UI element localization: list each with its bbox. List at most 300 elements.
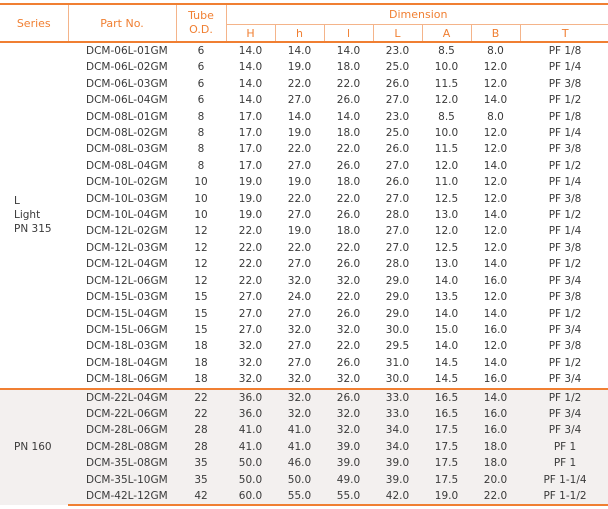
dim-B-cell: 12.0 (483, 291, 508, 304)
dim-L-cell: 27.0 (385, 192, 410, 205)
dim-h-cell: 32.0 (287, 323, 312, 336)
dim-B-cell: 14.0 (483, 356, 508, 369)
tube-od-cell: 15 (194, 291, 208, 304)
tube-od-cell: 10 (194, 209, 208, 222)
dim-B-cell: 12.0 (483, 143, 508, 156)
dim-l-cell: 22.0 (336, 77, 361, 90)
tube-od-cell: 28 (176, 422, 226, 438)
dim-T-cell: PF 1/2 (548, 356, 582, 369)
part-no-cell: DCM-35L-10GM (68, 472, 176, 488)
dim-L-cell: 23.0 (385, 110, 410, 123)
dim-A-cell: 14.0 (434, 307, 459, 320)
part-no-cell: DCM-18L-03GM (86, 340, 168, 353)
dim-h-cell: 50.0 (275, 472, 324, 488)
dim-T-cell: PF 3/4 (548, 274, 582, 287)
dim-B-cell: 12.0 (483, 340, 508, 353)
dim-A-cell: 17.5 (422, 439, 471, 455)
dim-L-cell: 33.0 (373, 389, 422, 406)
series-label (0, 389, 68, 506)
dim-H-cell: 19.0 (238, 176, 263, 189)
tube-od-cell: 28 (176, 439, 226, 455)
dim-L-cell: 27.0 (385, 241, 410, 254)
tube-od-cell: 42 (176, 488, 226, 505)
dim-B-cell: 22.0 (471, 488, 520, 505)
dim-A-cell: 13.5 (434, 291, 459, 304)
dim-B-cell: 12.0 (483, 176, 508, 189)
table-row (0, 191, 608, 207)
dim-B-cell: 8.0 (487, 45, 504, 57)
dim-B-cell: 16.0 (471, 422, 520, 438)
tube-od-cell: 8 (197, 143, 205, 156)
table-row (0, 256, 608, 272)
dim-A-cell: 16.5 (422, 406, 471, 422)
dim-T-cell: PF 1 (520, 439, 608, 455)
dim-A-cell: 14.5 (434, 373, 459, 386)
tube-od-cell: 12 (194, 258, 208, 271)
dim-B-cell: 16.0 (483, 323, 508, 336)
dim-T-cell: PF 1/4 (548, 127, 582, 140)
dim-L-cell: 25.0 (385, 61, 410, 74)
series-label-line: Light (14, 209, 41, 222)
dim-h-cell: 32.0 (275, 389, 324, 406)
dimension-header: Dimension (226, 4, 608, 25)
tube-od-cell: 10 (194, 192, 208, 205)
table-row (0, 76, 608, 92)
dim-A-cell: 11.5 (434, 77, 459, 90)
dim-header-L: L (373, 25, 422, 43)
dim-h-cell: 27.0 (287, 307, 312, 320)
dim-B-cell: 18.0 (471, 439, 520, 455)
dim-T-cell: PF 1/8 (548, 45, 582, 57)
dim-L-cell: 23.0 (385, 45, 410, 57)
part-no-header: Part No. (68, 4, 176, 42)
dim-h-cell: 19.0 (287, 61, 312, 74)
dim-L-cell: 34.0 (373, 422, 422, 438)
table-row (0, 174, 608, 190)
dim-H-cell: 14.0 (238, 45, 263, 57)
part-no-cell: DCM-10L-03GM (86, 192, 168, 205)
dim-h-cell: 22.0 (287, 77, 312, 90)
dim-header-l: l (324, 25, 373, 43)
dim-H-cell: 17.0 (238, 143, 263, 156)
dim-A-cell: 17.5 (422, 422, 471, 438)
dim-header-A: A (422, 25, 471, 43)
dim-l-cell: 18.0 (336, 176, 361, 189)
dim-h-cell: 32.0 (275, 406, 324, 422)
dim-T-cell: PF 3/8 (548, 241, 582, 254)
dim-L-cell: 39.0 (373, 472, 422, 488)
dim-A-cell: 12.0 (434, 159, 459, 172)
table-row (0, 371, 608, 388)
dim-B-cell: 14.0 (483, 209, 508, 222)
tube-od-cell: 6 (197, 61, 205, 74)
dim-A-cell: 19.0 (422, 488, 471, 505)
fitting-spec-table (0, 3, 608, 506)
part-no-cell: DCM-18L-04GM (86, 356, 168, 369)
dim-H-cell: 19.0 (238, 192, 263, 205)
dim-h-cell: 22.0 (287, 241, 312, 254)
dim-H-cell: 14.0 (238, 61, 263, 74)
part-no-cell: DCM-35L-08GM (68, 455, 176, 471)
dim-L-cell: 27.0 (385, 225, 410, 238)
dim-A-cell: 8.5 (438, 110, 455, 123)
table-row (0, 455, 608, 471)
dim-B-cell: 12.0 (483, 192, 508, 205)
dim-l-cell: 22.0 (336, 291, 361, 304)
dim-T-cell: PF 1-1/2 (520, 488, 608, 505)
dim-A-cell: 8.5 (438, 45, 455, 57)
part-no-cell: DCM-06L-04GM (86, 94, 168, 107)
dim-H-cell: 50.0 (226, 472, 275, 488)
dim-L-cell: 26.0 (385, 176, 410, 189)
part-no-cell: DCM-28L-06GM (68, 422, 176, 438)
tube-od-cell: 18 (194, 340, 208, 353)
part-no-cell: DCM-15L-03GM (86, 291, 168, 304)
dim-L-cell: 26.0 (385, 77, 410, 90)
part-no-cell: DCM-10L-02GM (86, 176, 168, 189)
dim-H-cell: 22.0 (238, 225, 263, 238)
dim-T-cell: PF 1-1/4 (520, 472, 608, 488)
dim-A-cell: 10.0 (434, 61, 459, 74)
dim-l-cell: 22.0 (336, 340, 361, 353)
dim-H-cell: 36.0 (226, 389, 275, 406)
table-row (0, 439, 608, 455)
tube-od-cell: 12 (194, 274, 208, 287)
tube-od-cell: 6 (197, 94, 205, 107)
dim-h-cell: 24.0 (287, 291, 312, 304)
dim-B-cell: 14.0 (483, 307, 508, 320)
dim-h-cell: 19.0 (287, 225, 312, 238)
dim-H-cell: 36.0 (226, 406, 275, 422)
dim-H-cell: 22.0 (238, 258, 263, 271)
dim-H-cell: 27.0 (238, 291, 263, 304)
dim-l-cell: 26.0 (336, 356, 361, 369)
dim-h-cell: 27.0 (287, 159, 312, 172)
part-no-cell: DCM-42L-12GM (68, 488, 176, 505)
dim-h-cell: 19.0 (287, 127, 312, 140)
part-no-cell: DCM-15L-04GM (86, 307, 168, 320)
part-no-cell: DCM-08L-03GM (86, 143, 168, 156)
dim-L-cell: 33.0 (373, 406, 422, 422)
dim-T-cell: PF 1/4 (548, 225, 582, 238)
part-no-cell: DCM-06L-03GM (86, 77, 168, 90)
part-no-cell: DCM-10L-04GM (86, 209, 168, 222)
dim-B-cell: 14.0 (471, 389, 520, 406)
part-no-cell: DCM-08L-04GM (86, 159, 168, 172)
dim-B-cell: 12.0 (483, 127, 508, 140)
dim-L-cell: 25.0 (385, 127, 410, 140)
part-no-cell: DCM-28L-08GM (68, 439, 176, 455)
tube-od-line1: Tube (188, 9, 214, 22)
dim-A-cell: 15.0 (434, 323, 459, 336)
dim-A-cell: 12.5 (434, 192, 459, 205)
dim-A-cell: 14.0 (434, 274, 459, 287)
dim-h-cell: 22.0 (287, 143, 312, 156)
dim-H-cell: 50.0 (226, 455, 275, 471)
part-no-cell: DCM-12L-03GM (86, 241, 168, 254)
part-no-cell: DCM-06L-01GM (86, 45, 168, 57)
dim-H-cell: 27.0 (238, 307, 263, 320)
dim-h-cell: 27.0 (287, 209, 312, 222)
dim-l-cell: 26.0 (336, 307, 361, 320)
dim-H-cell: 17.0 (238, 110, 263, 123)
dim-H-cell: 17.0 (238, 127, 263, 140)
tube-od-line2: O.D. (189, 23, 213, 36)
table-row (0, 289, 608, 305)
series-header: Series (0, 4, 68, 42)
dim-T-cell: PF 1/8 (548, 110, 582, 123)
dim-l-cell: 32.0 (336, 323, 361, 336)
table-row (0, 488, 608, 505)
dim-l-cell: 26.0 (336, 258, 361, 271)
table-row (0, 355, 608, 371)
dim-l-cell: 49.0 (324, 472, 373, 488)
dim-L-cell: 34.0 (373, 439, 422, 455)
dim-A-cell: 11.0 (434, 176, 459, 189)
dim-B-cell: 12.0 (483, 241, 508, 254)
dim-header-H: H (226, 25, 275, 43)
dim-L-cell: 30.0 (385, 323, 410, 336)
dim-h-cell: 14.0 (287, 45, 312, 57)
tube-od-cell: 15 (194, 307, 208, 320)
dim-L-cell: 26.0 (385, 143, 410, 156)
dim-T-cell: PF 1/4 (548, 176, 582, 189)
table-row (0, 141, 608, 157)
dim-h-cell: 27.0 (287, 356, 312, 369)
dim-H-cell: 17.0 (238, 159, 263, 172)
part-no-cell: DCM-12L-02GM (86, 225, 168, 238)
dim-A-cell: 12.0 (434, 94, 459, 107)
dim-l-cell: 22.0 (336, 241, 361, 254)
dim-T-cell: PF 1/2 (548, 159, 582, 172)
tube-od-cell: 35 (176, 472, 226, 488)
dim-A-cell: 13.0 (434, 258, 459, 271)
dim-L-cell: 28.0 (385, 209, 410, 222)
dim-L-cell: 29.0 (385, 274, 410, 287)
dim-B-cell: 16.0 (483, 274, 508, 287)
dim-h-cell: 55.0 (275, 488, 324, 505)
dim-H-cell: 60.0 (226, 488, 275, 505)
table-row (0, 406, 608, 422)
tube-od-cell: 22 (176, 406, 226, 422)
dim-H-cell: 32.0 (238, 373, 263, 386)
dim-H-cell: 22.0 (238, 274, 263, 287)
table-row (0, 109, 608, 125)
table-row (0, 158, 608, 174)
dim-T-cell: PF 1/2 (520, 389, 608, 406)
table-row (0, 240, 608, 256)
dim-T-cell: PF 3/4 (548, 323, 582, 336)
dim-l-cell: 26.0 (336, 159, 361, 172)
dim-L-cell: 29.5 (385, 340, 410, 353)
table-row (0, 306, 608, 322)
table-row (0, 338, 608, 354)
dim-l-cell: 55.0 (324, 488, 373, 505)
dim-L-cell: 27.0 (385, 94, 410, 107)
dim-H-cell: 32.0 (238, 356, 263, 369)
dim-L-cell: 42.0 (373, 488, 422, 505)
dim-h-cell: 14.0 (287, 110, 312, 123)
dim-l-cell: 22.0 (336, 143, 361, 156)
dim-H-cell: 22.0 (238, 241, 263, 254)
dim-T-cell: PF 3/4 (520, 422, 608, 438)
tube-od-header (176, 4, 226, 42)
dim-L-cell: 29.0 (385, 291, 410, 304)
series-label-line: PN 160 (14, 441, 52, 454)
table-row (0, 125, 608, 141)
dim-A-cell: 14.5 (434, 356, 459, 369)
dim-H-cell: 41.0 (226, 439, 275, 455)
table-row (0, 42, 608, 59)
dim-B-cell: 12.0 (483, 77, 508, 90)
dim-h-cell: 46.0 (275, 455, 324, 471)
dim-H-cell: 14.0 (238, 94, 263, 107)
part-no-cell: DCM-06L-02GM (86, 61, 168, 74)
dim-l-cell: 22.0 (336, 192, 361, 205)
dim-h-cell: 41.0 (275, 439, 324, 455)
dim-l-cell: 18.0 (336, 127, 361, 140)
tube-od-cell: 22 (176, 389, 226, 406)
dim-L-cell: 30.0 (385, 373, 410, 386)
part-no-cell: DCM-15L-06GM (86, 323, 168, 336)
dim-l-cell: 18.0 (336, 225, 361, 238)
dim-A-cell: 17.5 (422, 455, 471, 471)
tube-od-cell: 8 (197, 159, 205, 172)
series-label-line: PN 315 (14, 223, 52, 236)
dim-l-cell: 14.0 (336, 110, 361, 123)
dim-A-cell: 13.0 (434, 209, 459, 222)
dim-A-cell: 14.0 (434, 340, 459, 353)
dim-T-cell: PF 1/2 (548, 258, 582, 271)
series-group-light (0, 42, 608, 389)
series-label-line: L (14, 195, 20, 208)
dim-l-cell: 39.0 (324, 455, 373, 471)
dim-B-cell: 12.0 (483, 61, 508, 74)
dim-T-cell: PF 3/8 (548, 143, 582, 156)
dim-T-cell: PF 1/4 (548, 61, 582, 74)
dim-h-cell: 27.0 (287, 94, 312, 107)
dim-T-cell: PF 1/2 (548, 209, 582, 222)
dim-h-cell: 32.0 (287, 373, 312, 386)
part-no-cell: DCM-22L-04GM (68, 389, 176, 406)
part-no-cell: DCM-08L-01GM (86, 110, 168, 123)
dim-T-cell: PF 3/8 (548, 192, 582, 205)
dim-header-T: T (520, 25, 608, 43)
tube-od-cell: 35 (176, 455, 226, 471)
dim-T-cell: PF 1/2 (548, 94, 582, 107)
dim-A-cell: 11.5 (434, 143, 459, 156)
tube-od-cell: 18 (194, 356, 208, 369)
table-row (0, 322, 608, 338)
dim-L-cell: 27.0 (385, 159, 410, 172)
series-label (0, 42, 68, 389)
dim-h-cell: 22.0 (287, 192, 312, 205)
dim-H-cell: 27.0 (238, 323, 263, 336)
dim-A-cell: 16.5 (422, 389, 471, 406)
dim-h-cell: 27.0 (287, 258, 312, 271)
dim-T-cell: PF 3/4 (520, 406, 608, 422)
part-no-cell: DCM-12L-06GM (86, 274, 168, 287)
dim-B-cell: 16.0 (471, 406, 520, 422)
dim-l-cell: 32.0 (336, 274, 361, 287)
dim-l-cell: 26.0 (336, 94, 361, 107)
part-no-cell: DCM-12L-04GM (86, 258, 168, 271)
dim-T-cell: PF 3/8 (548, 291, 582, 304)
dim-B-cell: 18.0 (471, 455, 520, 471)
dim-h-cell: 19.0 (287, 176, 312, 189)
dim-h-cell: 41.0 (275, 422, 324, 438)
dim-L-cell: 31.0 (385, 356, 410, 369)
dim-l-cell: 18.0 (336, 61, 361, 74)
dim-H-cell: 14.0 (238, 77, 263, 90)
table-row (0, 389, 608, 406)
tube-od-cell: 10 (194, 176, 208, 189)
table-row (0, 223, 608, 239)
table-row (0, 273, 608, 289)
dim-B-cell: 16.0 (483, 373, 508, 386)
table-row (0, 472, 608, 488)
dim-A-cell: 17.5 (422, 472, 471, 488)
part-no-cell: DCM-18L-06GM (86, 373, 168, 386)
tube-od-cell: 8 (197, 110, 205, 123)
part-no-cell: DCM-22L-06GM (68, 406, 176, 422)
dim-T-cell: PF 1/2 (548, 307, 582, 320)
dim-B-cell: 20.0 (471, 472, 520, 488)
dim-T-cell: PF 3/4 (548, 373, 582, 386)
series-group-pn160 (0, 389, 608, 506)
part-no-cell: DCM-08L-02GM (86, 127, 168, 140)
dim-B-cell: 8.0 (487, 110, 504, 123)
table-header (0, 4, 608, 42)
dim-L-cell: 39.0 (373, 455, 422, 471)
dim-H-cell: 19.0 (238, 209, 263, 222)
dim-l-cell: 39.0 (324, 439, 373, 455)
dim-A-cell: 10.0 (434, 127, 459, 140)
dim-l-cell: 32.0 (336, 373, 361, 386)
dim-l-cell: 26.0 (336, 209, 361, 222)
dim-H-cell: 41.0 (226, 422, 275, 438)
dim-T-cell: PF 3/8 (548, 340, 582, 353)
tube-od-cell: 12 (194, 241, 208, 254)
tube-od-cell: 15 (194, 323, 208, 336)
dim-A-cell: 12.0 (434, 225, 459, 238)
dim-l-cell: 14.0 (336, 45, 361, 57)
table-row (0, 207, 608, 223)
dim-h-cell: 27.0 (287, 340, 312, 353)
tube-od-cell: 12 (194, 225, 208, 238)
tube-od-cell: 6 (197, 45, 205, 57)
table-row (0, 59, 608, 75)
dim-H-cell: 32.0 (238, 340, 263, 353)
dim-B-cell: 14.0 (483, 159, 508, 172)
dim-header-B: B (471, 25, 520, 43)
dim-B-cell: 14.0 (483, 258, 508, 271)
tube-od-cell: 18 (194, 373, 208, 386)
dim-L-cell: 29.0 (385, 307, 410, 320)
dim-h-cell: 32.0 (287, 274, 312, 287)
dim-L-cell: 28.0 (385, 258, 410, 271)
dim-l-cell: 32.0 (324, 406, 373, 422)
dim-T-cell: PF 1 (520, 455, 608, 471)
dim-header-h: h (275, 25, 324, 43)
dim-B-cell: 14.0 (483, 94, 508, 107)
dim-A-cell: 12.5 (434, 241, 459, 254)
dim-B-cell: 12.0 (483, 225, 508, 238)
table-row (0, 422, 608, 438)
tube-od-cell: 6 (197, 77, 205, 90)
table-row (0, 92, 608, 108)
tube-od-cell: 8 (197, 127, 205, 140)
